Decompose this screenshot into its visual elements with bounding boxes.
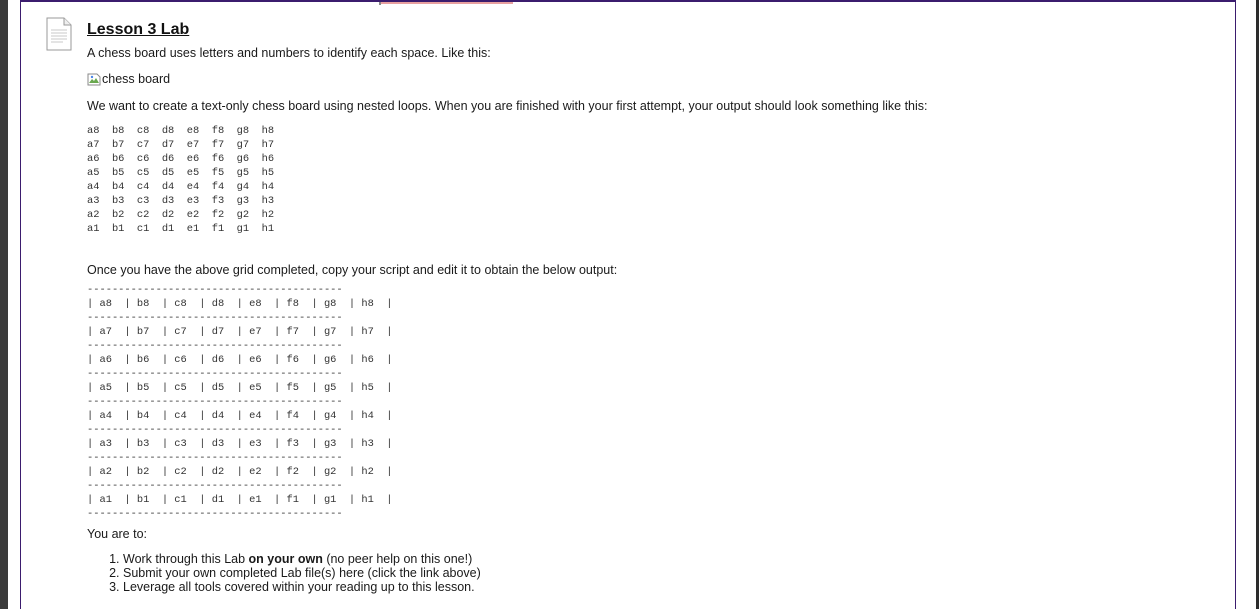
task-text: Submit your own completed Lab file(s) here (click the link above) [123,566,481,580]
grid-border: ----------------------------------------- [87,340,343,352]
task-emphasis: on your own [248,552,323,566]
you-are-to-text: You are to: [87,527,148,541]
grid-border: ----------------------------------------- [87,284,343,296]
grid-row: | a4 | b4 | c4 | d4 | e4 | f4 | g4 | h4 | [87,410,393,422]
grid-border: ----------------------------------------- [87,312,343,324]
grid-row: a1 b1 c1 d1 e1 f1 g1 h1 [87,223,275,235]
grid-row: a2 b2 c2 d2 e2 f2 g2 h2 [87,209,275,221]
top-tab-indicator [381,2,513,4]
simple-grid-output [87,124,274,236]
grid-row: | a1 | b1 | c1 | d1 | e1 | f1 | g1 | h1 | [87,494,393,506]
left-window-edge [0,0,8,609]
grid-border: ----------------------------------------- [87,452,343,464]
grid-row: | a3 | b3 | c3 | d3 | e3 | f3 | g3 | h3 | [87,438,393,450]
grid-row: a3 b3 c3 d3 e3 f3 g3 h3 [87,195,275,207]
broken-image-icon [87,73,101,86]
grid-row: a4 b4 c4 d4 e4 f4 g4 h4 [87,181,275,193]
grid-row: a5 b5 c5 d5 e5 f5 g5 h5 [87,167,275,179]
chess-board-image [87,72,170,86]
task-text: (no peer help on this one!) [322,552,473,566]
grid-row: a6 b6 c6 d6 e6 f6 g6 h6 [87,153,275,165]
lesson-content [87,19,1207,594]
grid-border: ----------------------------------------- [87,480,343,492]
grid-row: a7 b7 c7 d7 e7 f7 g7 h7 [87,139,275,151]
grid-border: ----------------------------------------- [87,424,343,436]
grid-row: | a5 | b5 | c5 | d5 | e5 | f5 | g5 | h5 | [87,382,393,394]
intro-text: A chess board uses letters and numbers to identify each space. Like this: [87,46,491,60]
nested-loops-text: We want to create a text-only chess board using nested loops. When you are finished with your first attempt, your output should look something like this: [87,99,928,113]
grid-row: | a7 | b7 | c7 | d7 | e7 | f7 | g7 | h7 | [87,326,393,338]
chess-board-alt-text: chess board [102,72,171,86]
once-completed-text: Once you have the above grid completed, copy your script and edit it to obtain the below output: [87,263,618,277]
grid-border: ----------------------------------------- [87,396,343,408]
task-item [123,580,481,594]
task-list [87,552,481,594]
grid-row: | a8 | b8 | c8 | d8 | e8 | f8 | g8 | h8 | [87,298,393,310]
grid-border: ----------------------------------------- [87,508,343,520]
grid-row: | a6 | b6 | c6 | d6 | e6 | f6 | g6 | h6 | [87,354,393,366]
document-icon [46,17,72,51]
task-text: Leverage all tools covered within your reading up to this lesson. [123,580,475,594]
task-item [123,552,481,566]
task-text: Work through this Lab [123,552,249,566]
grid-row: | a2 | b2 | c2 | d2 | e2 | f2 | g2 | h2 | [87,466,393,478]
task-item [123,566,481,580]
grid-row: a8 b8 c8 d8 e8 f8 g8 h8 [87,125,275,137]
boxed-grid-output [87,283,393,521]
grid-border: ----------------------------------------- [87,368,343,380]
lesson-title-link[interactable]: Lesson 3 Lab [87,21,190,38]
